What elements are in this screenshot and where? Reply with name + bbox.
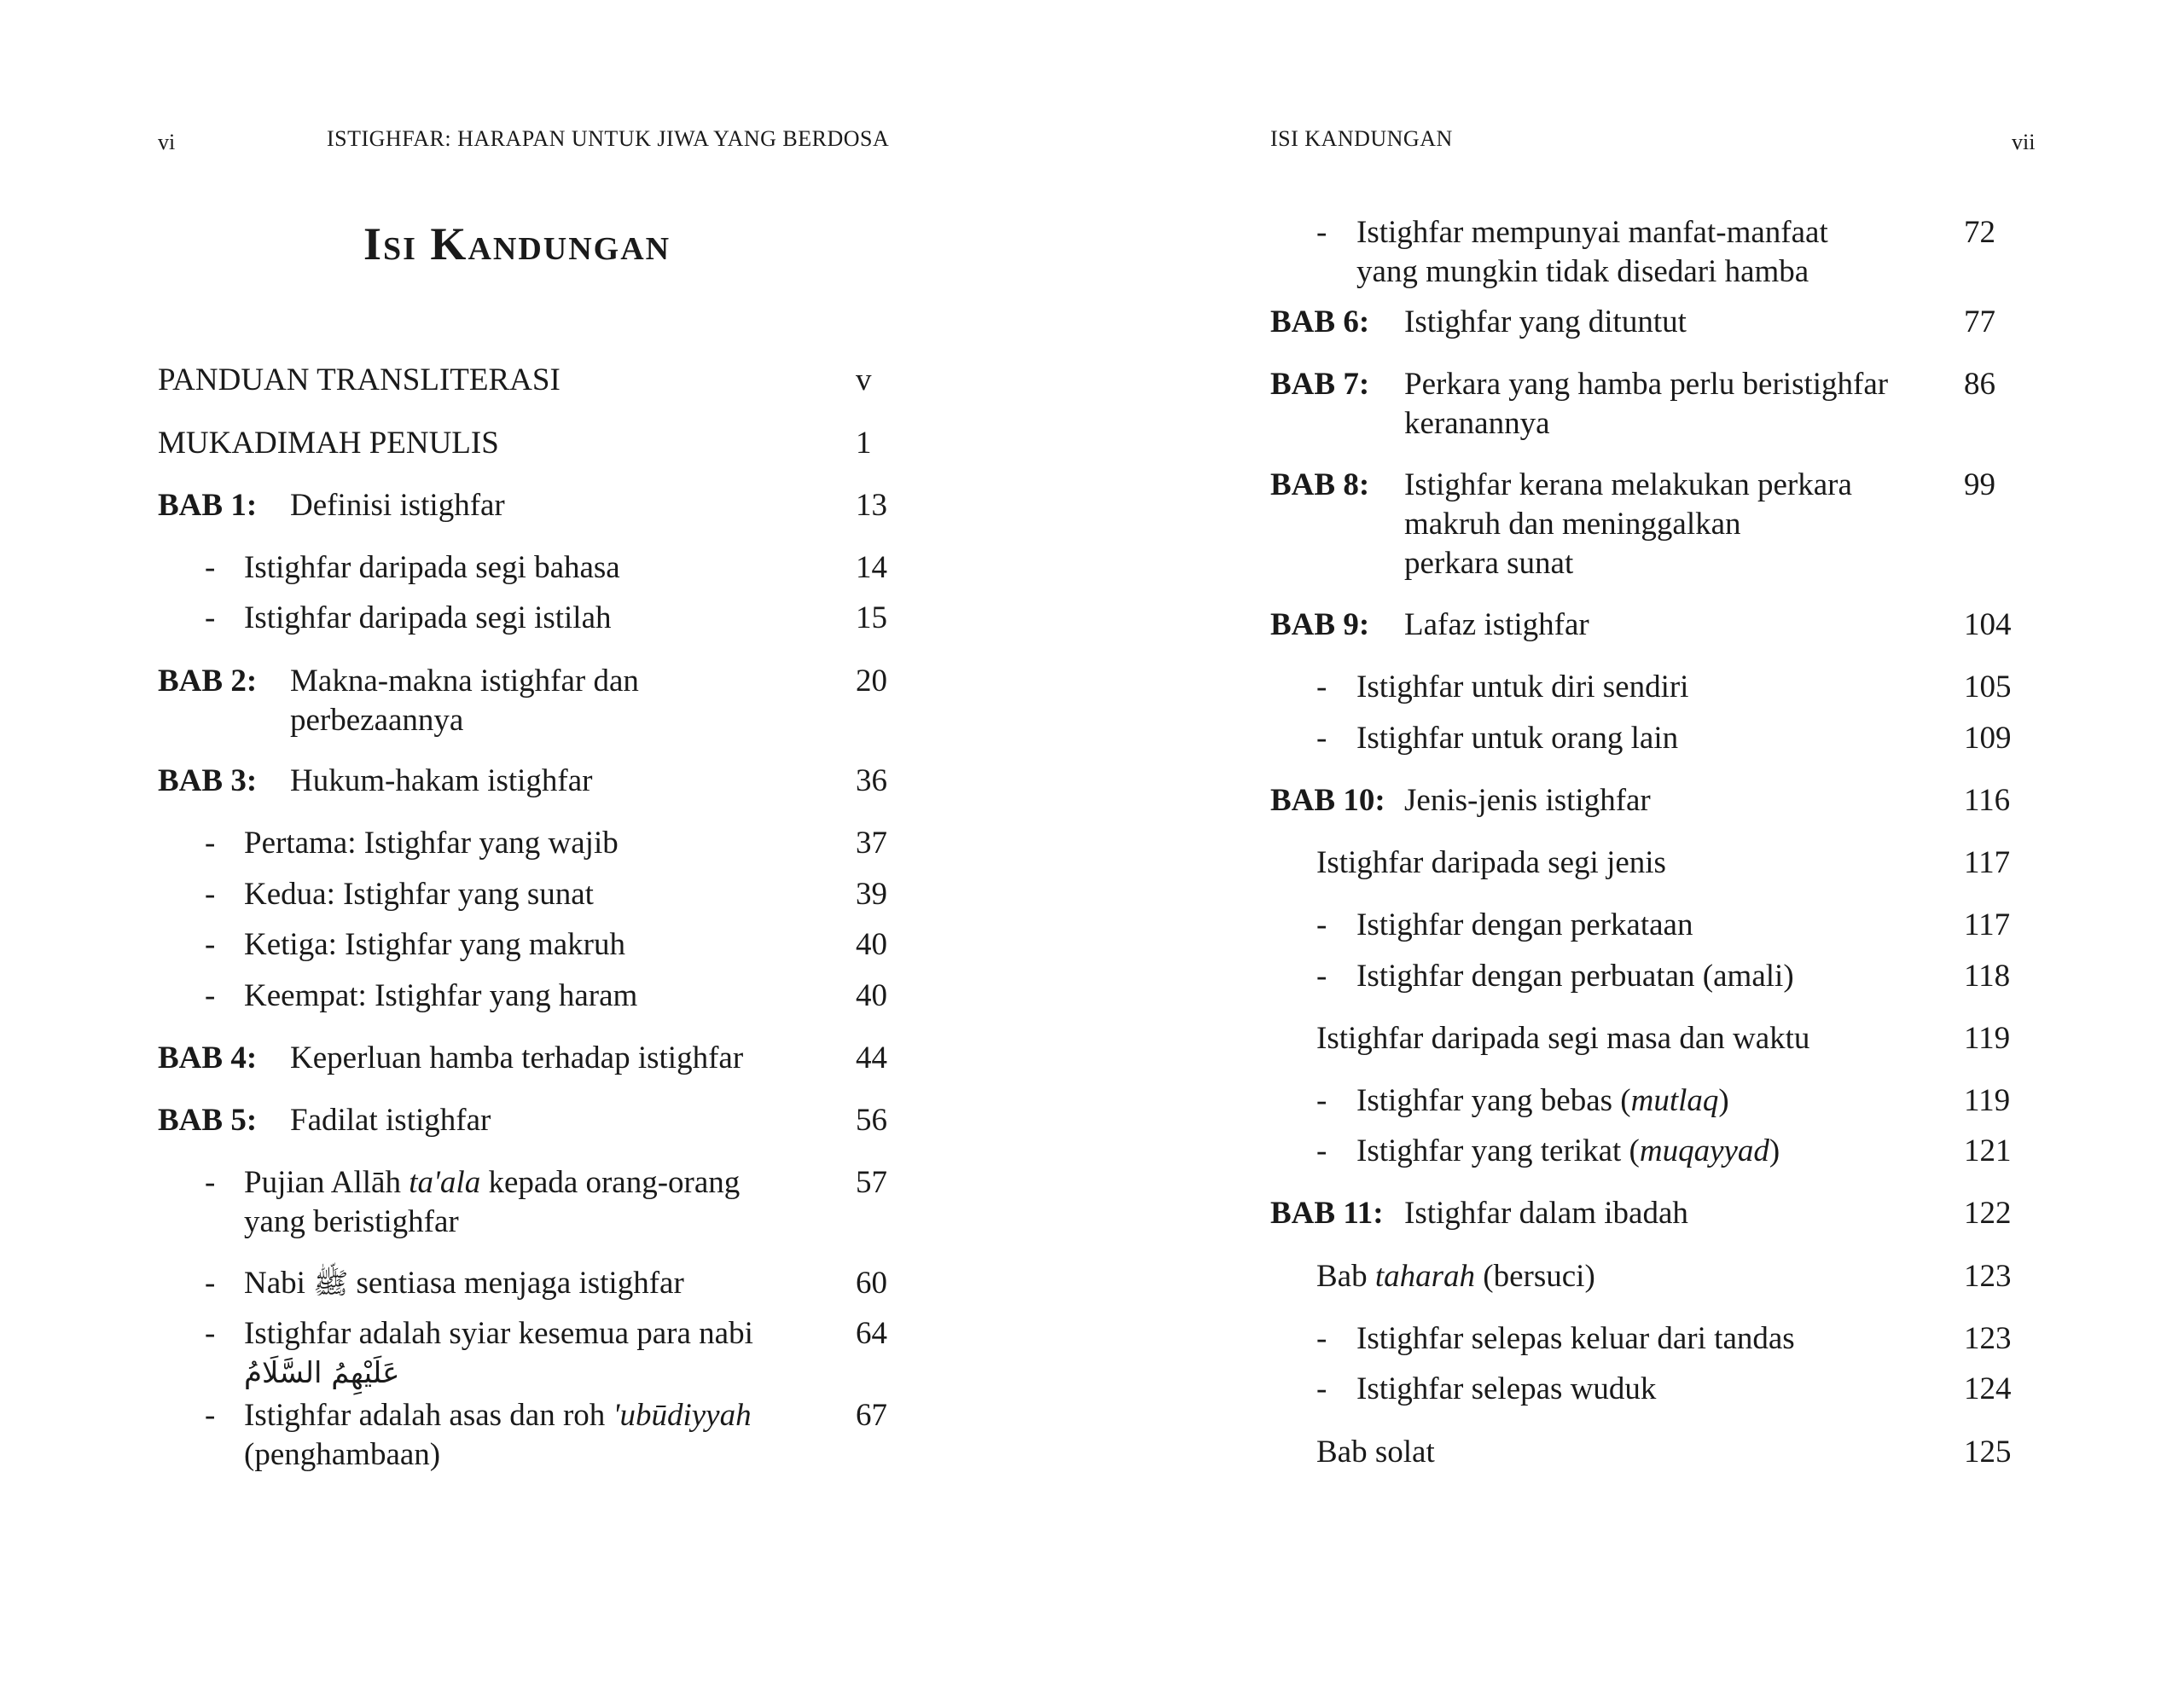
toc-page-number: 64 [856,1316,887,1351]
toc-entry-text: Pertama: Istighfar yang wajib [244,826,619,861]
toc-entry-text: Istighfar daripada segi istilah [244,600,612,635]
toc-entry[interactable] [0,424,1092,463]
chapter-label: BAB 10: [1270,783,1385,818]
chapter-label: BAB 5: [158,1103,258,1138]
toc-page-number: 60 [856,1266,887,1301]
toc-page-number: 123 [1964,1321,2012,1356]
chapter-label: BAB 11: [1270,1196,1384,1231]
bullet-dash: - [1316,907,1327,942]
chapter-label: BAB 3: [158,763,258,798]
chapter-label: BAB 4: [158,1041,258,1075]
toc-sub-entry[interactable] [1092,719,2184,758]
toc-entry-text: Istighfar mempunyai manfat-manfaat [1356,215,1828,250]
toc-sub-entry[interactable] [1092,213,2184,292]
toc-sub-entry[interactable] [1092,906,2184,945]
chapter-label: BAB 8: [1270,467,1370,502]
bullet-dash: - [1316,721,1327,756]
toc-page-number: 124 [1964,1371,2012,1406]
toc-entry-text: Definisi istighfar [290,488,505,523]
toc-section-entry[interactable] [1092,1433,2184,1472]
bullet-dash: - [205,826,216,861]
bullet-dash: - [205,1165,216,1200]
bullet-dash: - [1316,1083,1327,1118]
folio-left: vi [158,130,176,154]
toc-page-number: 57 [856,1165,887,1200]
toc-chapter-entry[interactable] [1092,365,2184,443]
bullet-dash: - [1316,959,1327,994]
toc-page-number: 119 [1964,1083,2011,1118]
bullet-dash: - [1316,1133,1327,1168]
toc-sub-entry[interactable] [0,548,1092,588]
toc-section-entry[interactable] [1092,844,2184,883]
toc-chapter-entry[interactable] [0,486,1092,525]
toc-entry-text: Hukum-hakam istighfar [290,763,593,798]
toc-chapter-entry[interactable] [0,1039,1092,1078]
toc-page-number: 39 [856,877,887,912]
toc-entry-text: Istighfar adalah asas dan roh 'ubūdiyyah [244,1398,752,1433]
bullet-dash: - [205,550,216,585]
toc-entry-text: Pujian Allāh ta'ala kepada orang-orang [244,1165,741,1200]
toc-chapter-entry[interactable] [1092,781,2184,820]
toc-entry-text: Istighfar untuk diri sendiri [1356,670,1689,704]
toc-entry-text: perbezaannya [290,703,464,738]
toc-page-number: 72 [1964,215,1995,250]
chapter-label: BAB 6: [1270,304,1370,339]
toc-entry-text: Istighfar dalam ibadah [1404,1196,1688,1231]
toc-entry-text: Istighfar dengan perkataan [1356,907,1693,942]
toc-entry-text: Istighfar yang dituntut [1404,304,1687,339]
bullet-dash: - [205,1266,216,1301]
toc-page-number: 20 [856,664,887,699]
toc-page-number: v [856,362,872,397]
toc-chapter-entry[interactable] [1092,303,2184,342]
toc-entry-text: Istighfar daripada segi jenis [1316,845,1666,880]
toc-section-entry[interactable] [1092,1257,2184,1296]
arabic-honorific-text: عَلَيْهِمُ السَّلَامُ [244,1356,400,1390]
toc-chapter-entry[interactable] [0,762,1092,801]
toc-entry-text: yang mungkin tidak disedari hamba [1356,254,1809,289]
toc-page-number: 117 [1964,907,2011,942]
toc-entry-text: Nabi ﷺ sentiasa menjaga istighfar [244,1266,684,1301]
toc-entry[interactable] [0,361,1092,400]
toc-entry-text: yang beristighfar [244,1204,459,1239]
toc-entry-text: Jenis-jenis istighfar [1404,783,1651,818]
toc-entry-text: Istighfar selepas wuduk [1356,1371,1657,1406]
bullet-dash: - [205,978,216,1013]
toc-entry-text: Istighfar adalah syiar kesemua para nabi [244,1316,753,1351]
toc-page-number: 99 [1964,467,1995,502]
chapter-label: BAB 7: [1270,367,1370,402]
toc-entry-text: Istighfar yang bebas (mutlaq) [1356,1083,1729,1118]
running-head-right: ISI KANDUNGAN [1270,126,1453,151]
chapter-label: BAB 9: [1270,607,1370,642]
toc-entry-text: Istighfar yang terikat (muqayyad) [1356,1133,1780,1168]
toc-entry-text: Istighfar kerana melakukan perkara [1404,467,1852,502]
toc-page-number: 119 [1964,1021,2011,1056]
toc-entry-text: Istighfar daripada segi masa dan waktu [1316,1021,1810,1056]
toc-page-number: 125 [1964,1435,2012,1470]
toc-page-number: 121 [1964,1133,2012,1168]
toc-entry-text: Perkara yang hamba perlu beristighfar [1404,367,1889,402]
toc-page-number: 122 [1964,1196,2012,1231]
toc-entry-text: Istighfar dengan perbuatan (amali) [1356,959,1794,994]
toc-entry-text: MUKADIMAH PENULIS [158,426,499,461]
toc-page-number: 118 [1964,959,2011,994]
toc-page-number: 15 [856,600,887,635]
salawat-symbol-icon: ﷺ [313,1267,349,1301]
toc-chapter-entry[interactable] [1092,466,2184,583]
toc-page-number: 104 [1964,607,2012,642]
toc-page-number: 36 [856,763,887,798]
toc-sub-entry[interactable] [0,1396,1092,1475]
bullet-dash: - [205,600,216,635]
toc-entry-text: Istighfar daripada segi bahasa [244,550,620,585]
toc-entry-text: Keempat: Istighfar yang haram [244,978,638,1013]
toc-page-number: 77 [1964,304,1995,339]
toc-page-number: 37 [856,826,887,861]
toc-sub-entry[interactable] [1092,668,2184,707]
chapter-label: BAB 1: [158,488,258,523]
toc-chapter-entry[interactable] [1092,606,2184,645]
toc-sub-entry[interactable] [1092,1081,2184,1121]
toc-page-number: 117 [1964,845,2011,880]
toc-page-number: 123 [1964,1259,2012,1294]
toc-entry-text: Fadilat istighfar [290,1103,491,1138]
toc-page-number: 109 [1964,721,2012,756]
bullet-dash: - [1316,1371,1327,1406]
toc-entry-text: Keperluan hamba terhadap istighfar [290,1041,744,1075]
toc-entry-text: keranannya [1404,406,1550,441]
bullet-dash: - [205,1316,216,1351]
bullet-dash: - [1316,215,1327,250]
toc-entry-text: Kedua: Istighfar yang sunat [244,877,594,912]
folio-right: vii [2012,130,2036,154]
right-page [1092,0,2184,1687]
toc-sub-entry[interactable] [1092,1319,2184,1359]
toc-page-number: 1 [856,426,872,461]
toc-sub-entry[interactable] [0,925,1092,965]
bullet-dash: - [1316,1321,1327,1356]
toc-sub-entry[interactable] [0,599,1092,638]
bullet-dash: - [205,877,216,912]
toc-entry-text: (penghambaan) [244,1437,441,1472]
toc-entry-text: perkara sunat [1404,546,1574,581]
toc-entry-text: PANDUAN TRANSLITERASI [158,362,561,397]
toc-page-number: 13 [856,488,887,523]
toc-page-number: 40 [856,978,887,1013]
toc-chapter-entry[interactable] [1092,1194,2184,1233]
toc-page-number: 116 [1964,783,2011,818]
toc-sub-entry[interactable] [0,1264,1092,1303]
toc-sub-entry[interactable] [1092,1132,2184,1171]
bullet-dash: - [1316,670,1327,704]
toc-sub-entry[interactable] [0,977,1092,1016]
toc-sub-entry[interactable] [0,1163,1092,1242]
toc-chapter-entry[interactable] [0,662,1092,740]
bullet-dash: - [205,927,216,962]
toc-entry-text: Lafaz istighfar [1404,607,1589,642]
page-title: Isi Kandungan [363,218,671,270]
toc-entry-text: Bab solat [1316,1435,1435,1470]
toc-page-number: 67 [856,1398,887,1433]
toc-entry-text: makruh dan meninggalkan [1404,507,1741,542]
bullet-dash: - [205,1398,216,1433]
chapter-label: BAB 2: [158,664,258,699]
toc-entry-text: Istighfar selepas keluar dari tandas [1356,1321,1795,1356]
toc-section-entry[interactable] [1092,1019,2184,1058]
toc-entry-text: Makna-makna istighfar dan [290,664,639,699]
toc-sub-entry[interactable] [0,875,1092,914]
toc-sub-entry[interactable] [1092,957,2184,996]
toc-sub-entry[interactable] [0,824,1092,863]
toc-page-number: 56 [856,1103,887,1138]
toc-chapter-entry[interactable] [0,1101,1092,1140]
toc-page-number: 105 [1964,670,2012,704]
running-head-left: ISTIGHFAR: HARAPAN UNTUK JIWA YANG BERDOSA [327,126,890,151]
toc-page-number: 44 [856,1041,887,1075]
toc-entry-text: Istighfar untuk orang lain [1356,721,1679,756]
toc-entry-text: Bab taharah (bersuci) [1316,1259,1595,1294]
toc-entry-text: Ketiga: Istighfar yang makruh [244,927,625,962]
toc-page-number: 14 [856,550,887,585]
toc-sub-entry[interactable] [1092,1370,2184,1409]
toc-page-number: 40 [856,927,887,962]
toc-sub-entry[interactable] [0,1314,1092,1393]
toc-page-number: 86 [1964,367,1995,402]
